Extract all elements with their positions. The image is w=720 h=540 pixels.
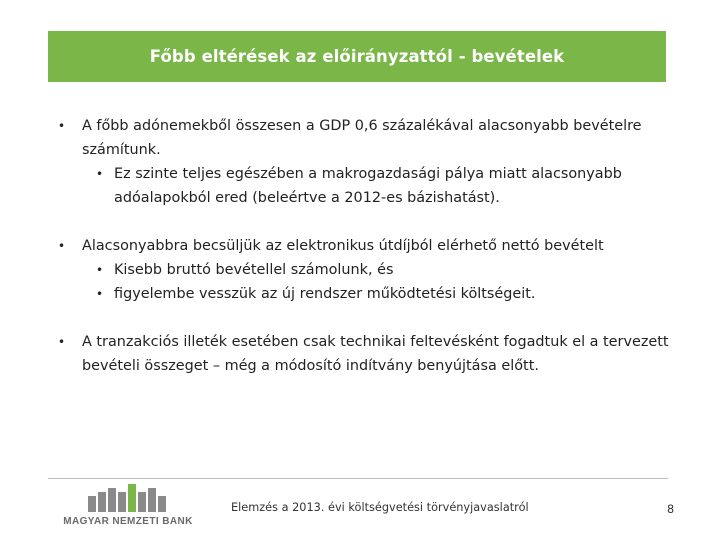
sub-bullet-text: Kisebb bruttó bevétellel számolunk, és [114, 262, 394, 278]
bullet-item [48, 234, 678, 306]
bullet-text: Alacsonyabbra becsüljük az elektronikus útdíjból elérhető nettó bevételt [82, 238, 604, 254]
bullet-text: A tranzakciós illeték esetében csak technikai feltevésként fogadtuk el a tervezett bevételi összeget – még a módosító indítvány benyújtása előtt. [82, 334, 669, 374]
sub-bullet-text: Ez szinte teljes egészében a makrogazdasági pálya miatt alacsonyabb adóalapokból ered (beleértve a 2012-es bázishatást). [114, 166, 622, 206]
sub-bullet-text: figyelembe vesszük az új rendszer működtetési költségeit. [114, 286, 536, 302]
footer-divider [48, 478, 668, 479]
bullet-dot: • [58, 239, 66, 253]
logo-text: MAGYAR NEMZETI BANK [63, 516, 193, 527]
bullet-text: A főbb adónemekből összesen a GDP 0,6 százalékával alacsonyabb bevételre számítunk. [82, 118, 642, 158]
bank-logo-icon [88, 482, 168, 512]
bullet-dot: • [58, 335, 66, 349]
sub-bullet-item [82, 162, 678, 210]
sub-bullet-dot: • [96, 263, 104, 277]
sub-bullet-item [82, 258, 678, 282]
bullet-item [48, 330, 678, 378]
bullet-dot: • [58, 119, 66, 133]
bullet-item [48, 114, 678, 210]
sub-bullet-item [82, 282, 678, 306]
slide-title: Főbb eltérések az előirányzattól - bevételek [149, 47, 565, 66]
slide-body [48, 114, 678, 402]
title-bar [48, 31, 666, 82]
sub-bullet-dot: • [96, 167, 104, 181]
page-number: 8 [667, 503, 675, 516]
mnb-logo [52, 482, 204, 532]
sub-bullet-dot: • [96, 287, 104, 301]
footer-caption: Elemzés a 2013. évi költségvetési törvényjavaslatról [231, 501, 529, 514]
